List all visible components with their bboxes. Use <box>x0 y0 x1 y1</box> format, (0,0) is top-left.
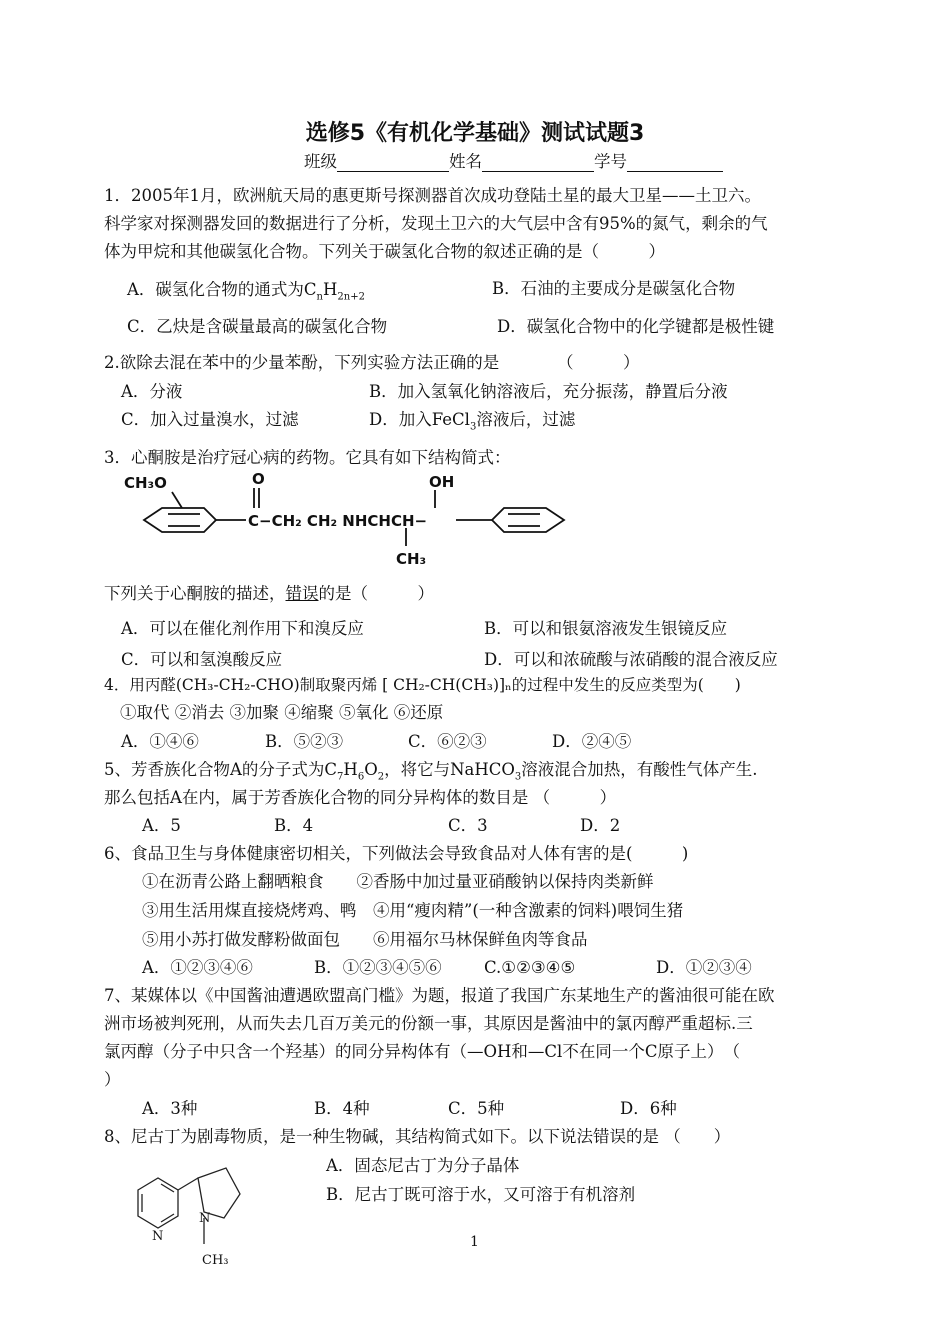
q1-option-a: A．碳氢化合物的通式为$C_nH_{2n+2}$ <box>127 280 365 303</box>
q5-option-a: A．5 <box>142 816 181 835</box>
n-methyl-label: CH₃ <box>202 1253 229 1268</box>
q6-option-d: D．①②③④ <box>656 958 752 977</box>
pyridine-n-label: N <box>152 1229 164 1244</box>
q7-line1: 7、某媒体以《中国酱油遭遇欧盟高门槛》为题，报道了我国广东某地生产的酱油很可能在欧 <box>104 986 775 1005</box>
q4-stem: 4．用丙醛(CH₃-CH₂-CHO)制取聚丙烯 [ CH₂-CH(CH₃)]ₙ的过程中发生的反应类型为( ) <box>104 676 741 694</box>
chain-label: C−CH₂ CH₂ NHCHCH− <box>248 512 428 530</box>
q6-option-c: C.①②③④⑤ <box>484 958 576 977</box>
q8-option-a: A．固态尼古丁为分子晶体 <box>326 1156 520 1175</box>
q7-option-c: C．5种 <box>448 1099 505 1118</box>
pyridine-ring <box>138 1178 178 1228</box>
q5-option-d: D．2 <box>580 816 621 835</box>
ch3-label: CH₃ <box>396 550 427 568</box>
q7-option-d: D．6种 <box>620 1099 677 1118</box>
q6-stem: 6、食品卫生与身体健康密切相关，下列做法会导致食品对人体有害的是( ) <box>104 844 689 863</box>
q5-line2: 那么包括A在内，属于芳香族化合物的同分异构体的数目是 （ ） <box>104 788 617 807</box>
carbonyl-o-label: O <box>252 470 265 488</box>
q2-option-b: B．加入氢氧化钠溶液后，充分振荡，静置后分液 <box>369 382 728 401</box>
q2-option-c: C．加入过量溴水，过滤 <box>121 410 299 429</box>
q5-option-b: B．4 <box>274 816 314 835</box>
q5-line1: 5、芳香族化合物A的分子式为$C_7H_6O_2$，将它与NaHCO$_3$溶液混合加热，有酸性气体产生. <box>104 760 758 783</box>
q4-option-b: B．⑤②③ <box>265 732 344 751</box>
q1-option-d: D．碳氢化合物中的化学键都是极性键 <box>497 317 775 336</box>
q5-option-c: C．3 <box>448 816 488 835</box>
q1-option-b: B．石油的主要成分是碳氢化合物 <box>492 279 736 298</box>
q7-line4: ） <box>104 1070 121 1089</box>
q8-option-b: B．尼古丁既可溶于水，又可溶于有机溶剂 <box>326 1185 636 1204</box>
q1-line2: 科学家对探测器发回的数据进行了分析，发现土卫六的大气层中含有95%的氮气，剩余的气 <box>104 214 768 233</box>
q3-option-b: B．可以和银氨溶液发生银镜反应 <box>484 619 728 638</box>
name-label: 姓名 <box>449 152 482 171</box>
pyrrolidine-n-label: N <box>199 1211 211 1226</box>
q7-option-b: B．4种 <box>314 1099 370 1118</box>
q3-stem: 3．心酮胺是治疗冠心病的药物。它具有如下结构简式： <box>104 448 511 467</box>
q7-option-a: A．3种 <box>142 1099 198 1118</box>
q1-line3: 体为甲烷和其他碳氢化合物。下列关于碳氢化合物的叙述正确的是（ ） <box>104 242 665 261</box>
ch3o-label: CH₃O <box>124 474 167 492</box>
page-title: 选修5《有机化学基础》测试试题3 <box>305 121 645 146</box>
q4-reaction-types: ①取代 ②消去 ③加聚 ④缩聚 ⑤氧化 ⑥还原 <box>120 703 444 722</box>
q6-option-a: A．①②③④⑥ <box>142 958 253 977</box>
id-label: 学号 <box>594 152 627 171</box>
name-blank[interactable] <box>482 153 594 172</box>
q2-option-a: A．分液 <box>121 382 183 401</box>
left-benzene-ring <box>144 508 216 532</box>
q7-line2: 洲市场被判死刑，从而失去几百万美元的份额一事，其原因是酱油中的氯丙醇严重超标.三 <box>104 1014 753 1033</box>
student-info <box>304 148 723 172</box>
q1-line1: 1．2005年1月，欧洲航天局的惠更斯号探测器首次成功登陆土星的最大卫星——土卫六。 <box>104 186 761 205</box>
q4-option-a: A．①④⑥ <box>121 732 199 751</box>
oh-label: OH <box>429 473 455 491</box>
q3-option-d: D．可以和浓硫酸与浓硝酸的混合液反应 <box>484 650 778 669</box>
q6-option-b: B．①②③④⑤⑥ <box>314 958 442 977</box>
q4-option-d: D．②④⑤ <box>552 732 632 751</box>
class-blank[interactable] <box>337 153 449 172</box>
q6-statement-2: ③用生活用煤直接烧烤鸡、鸭 ④用“瘦肉精”(一种含激素的饲料)喂饲生猪 <box>142 901 684 920</box>
q1-option-c: C．乙炔是含碳量最高的碳氢化合物 <box>127 317 388 336</box>
xintongan-structure <box>120 468 570 573</box>
q4-option-c: C．⑥②③ <box>408 732 487 751</box>
q3-option-c: C．可以和氢溴酸反应 <box>121 650 283 669</box>
id-blank[interactable] <box>627 153 723 172</box>
q3-question: 下列关于心酮胺的描述，错误的是（ ） <box>104 584 434 603</box>
nicotine-structure <box>128 1160 278 1270</box>
q6-statement-1: ①在沥青公路上翻晒粮食 ②香肠中加过量亚硝酸钠以保持肉类新鲜 <box>142 872 654 891</box>
q6-statement-3: ⑤用小苏打做发酵粉做面包 ⑥用福尔马林保鲜鱼肉等食品 <box>142 930 588 949</box>
q7-line3: 氯丙醇（分子中只含一个羟基）的同分异构体有（—OH和—Cl不在同一个C原子上） （ <box>104 1042 740 1061</box>
q8-stem: 8、尼古丁为剧毒物质，是一种生物碱，其结构简式如下。以下说法错误的是 （ ） <box>104 1127 731 1146</box>
page-number: 1 <box>470 1234 479 1250</box>
q2-option-d: D．加入FeCl$_3$溶液后，过滤 <box>369 410 576 433</box>
q3-option-a: A．可以在催化剂作用下和溴反应 <box>121 619 364 638</box>
q2-stem: 2.欲除去混在苯中的少量苯酚，下列实验方法正确的是 （ ） <box>104 353 640 372</box>
class-label: 班级 <box>304 152 337 171</box>
right-benzene-ring <box>492 508 564 532</box>
